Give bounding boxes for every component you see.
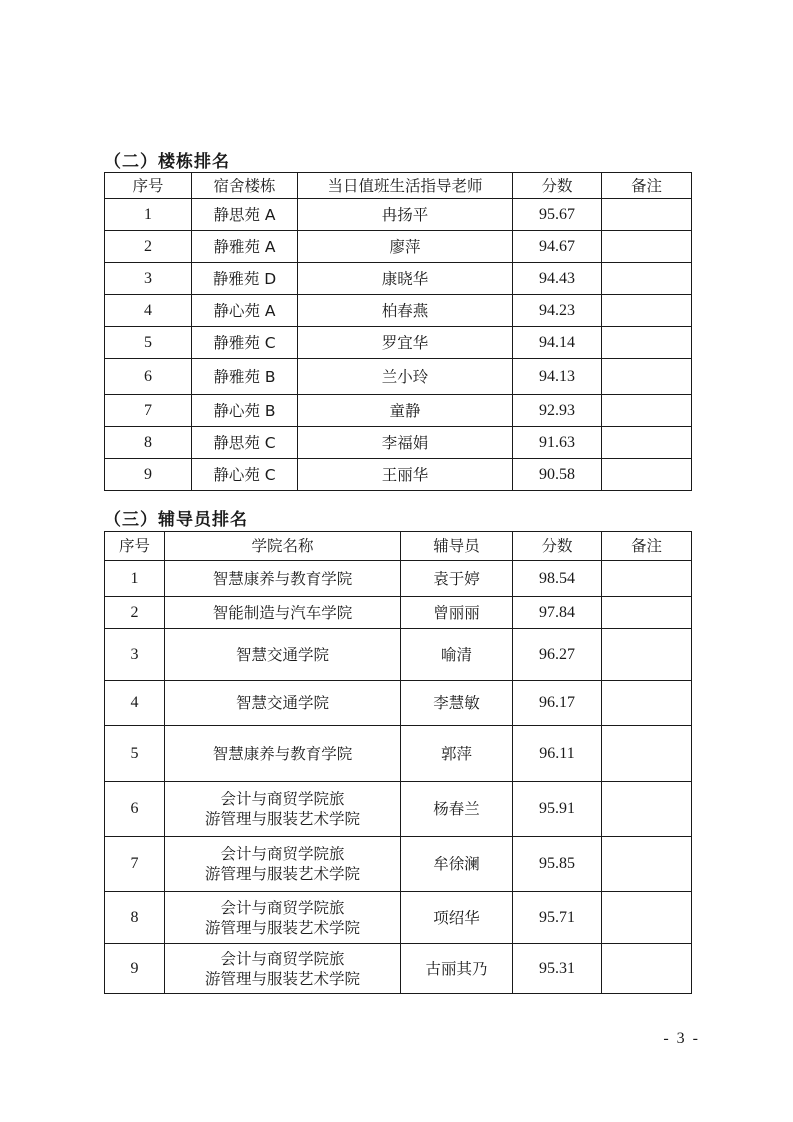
row-college [165, 726, 401, 782]
row-index: 1 [105, 199, 192, 231]
row-index: 2 [105, 597, 165, 629]
row-counselor: 杨春兰 [401, 782, 513, 837]
row-score: 97.84 [513, 597, 602, 629]
row-index: 3 [105, 263, 192, 295]
row-teacher: 廖萍 [298, 231, 513, 263]
row-score: 96.17 [513, 681, 602, 726]
row-index: 5 [105, 327, 192, 359]
table-row [105, 295, 692, 327]
counselor-ranking-table [104, 531, 692, 994]
row-teacher: 柏春燕 [298, 295, 513, 327]
row-college [165, 561, 401, 597]
table-row [105, 629, 692, 681]
row-note [602, 944, 692, 994]
row-note [602, 459, 692, 491]
header-score: 分数 [513, 173, 602, 199]
row-counselor: 牟徐澜 [401, 837, 513, 892]
table-row [105, 561, 692, 597]
college-line-1: 智慧康养与教育学院 [212, 569, 353, 588]
table-row [105, 231, 692, 263]
row-score: 94.23 [513, 295, 602, 327]
college-line-2: 游管理与服装艺术学院 [204, 969, 360, 988]
row-score: 96.11 [513, 726, 602, 782]
section-title-building-ranking: （二）楼栋排名 [104, 152, 230, 172]
row-index: 8 [105, 427, 192, 459]
row-score: 98.54 [513, 561, 602, 597]
table-row [105, 359, 692, 395]
row-note [602, 263, 692, 295]
row-score: 95.31 [513, 944, 602, 994]
row-counselor: 古丽其乃 [401, 944, 513, 994]
college-line-1: 会计与商贸学院旅 [220, 898, 345, 917]
row-score: 96.27 [513, 629, 602, 681]
row-college [165, 681, 401, 726]
row-score: 90.58 [513, 459, 602, 491]
row-note [602, 629, 692, 681]
row-counselor: 曾丽丽 [401, 597, 513, 629]
row-score: 95.85 [513, 837, 602, 892]
section-title-counselor-ranking: （三）辅导员排名 [104, 510, 248, 530]
row-index: 7 [105, 837, 165, 892]
row-building: 静思苑 C [192, 427, 298, 459]
row-index: 1 [105, 561, 165, 597]
college-line-2: 游管理与服装艺术学院 [204, 865, 360, 883]
header-index: 序号 [105, 532, 165, 561]
header-score: 分数 [513, 532, 602, 561]
row-score: 95.67 [513, 199, 602, 231]
row-note [602, 837, 692, 892]
row-score: 95.71 [513, 892, 602, 944]
row-building: 静心苑 A [192, 295, 298, 327]
row-counselor: 郭萍 [401, 726, 513, 782]
row-note [602, 597, 692, 629]
row-college [165, 629, 401, 681]
row-score: 94.14 [513, 327, 602, 359]
row-teacher: 王丽华 [298, 459, 513, 491]
college-line-1: 会计与商贸学院旅 [220, 949, 345, 968]
row-note [602, 199, 692, 231]
row-score: 95.91 [513, 782, 602, 837]
row-index: 9 [105, 459, 192, 491]
row-note [602, 395, 692, 427]
row-score: 91.63 [513, 427, 602, 459]
college-line-2: 游管理与服装艺术学院 [204, 810, 360, 828]
row-note [602, 782, 692, 837]
table-row [105, 395, 692, 427]
row-teacher: 冉扬平 [298, 199, 513, 231]
header-note: 备注 [602, 173, 692, 199]
row-teacher: 李福娟 [298, 427, 513, 459]
row-teacher: 童静 [298, 395, 513, 427]
row-building: 静雅苑 C [192, 327, 298, 359]
row-building: 静思苑 A [192, 199, 298, 231]
college-line-2: 游管理与服装艺术学院 [204, 918, 360, 937]
row-index: 4 [105, 681, 165, 726]
row-index: 6 [105, 782, 165, 837]
row-index: 6 [105, 359, 192, 395]
row-college [165, 597, 401, 629]
row-note [602, 892, 692, 944]
row-index: 9 [105, 944, 165, 994]
row-building: 静雅苑 A [192, 231, 298, 263]
table-row [105, 782, 692, 837]
college-line-1: 智能制造与汽车学院 [212, 603, 353, 622]
row-index: 3 [105, 629, 165, 681]
table-header-row [105, 532, 692, 561]
row-building: 静雅苑 B [192, 359, 298, 395]
table-row [105, 726, 692, 782]
row-score: 92.93 [513, 395, 602, 427]
page-number: - 3 - [663, 1030, 700, 1047]
table-row [105, 427, 692, 459]
table-row [105, 263, 692, 295]
row-building: 静心苑 B [192, 395, 298, 427]
college-line-1: 智慧交通学院 [235, 694, 329, 712]
college-line-1: 会计与商贸学院旅 [220, 790, 345, 808]
header-index: 序号 [105, 173, 192, 199]
row-index: 5 [105, 726, 165, 782]
row-college [165, 837, 401, 892]
table-row [105, 199, 692, 231]
row-score: 94.13 [513, 359, 602, 395]
row-note [602, 327, 692, 359]
header-note: 备注 [602, 532, 692, 561]
table-header-row [105, 173, 692, 199]
table-row [105, 327, 692, 359]
header-building: 宿舍楼栋 [192, 173, 298, 199]
row-note [602, 726, 692, 782]
row-college [165, 944, 401, 994]
row-note [602, 295, 692, 327]
row-score: 94.67 [513, 231, 602, 263]
row-counselor: 喻清 [401, 629, 513, 681]
row-note [602, 427, 692, 459]
row-note [602, 681, 692, 726]
row-teacher: 兰小玲 [298, 359, 513, 395]
row-teacher: 康晓华 [298, 263, 513, 295]
building-ranking-table [104, 172, 692, 491]
college-line-1: 智慧康养与教育学院 [212, 744, 353, 763]
row-index: 4 [105, 295, 192, 327]
table-row [105, 459, 692, 491]
table-row [105, 597, 692, 629]
table-row [105, 681, 692, 726]
row-note [602, 231, 692, 263]
row-building: 静雅苑 D [192, 263, 298, 295]
row-index: 2 [105, 231, 192, 263]
row-counselor: 李慧敏 [401, 681, 513, 726]
header-teacher: 当日值班生活指导老师 [298, 173, 513, 199]
header-college: 学院名称 [165, 532, 401, 561]
college-line-1: 会计与商贸学院旅 [220, 845, 345, 863]
header-counselor: 辅导员 [401, 532, 513, 561]
row-teacher: 罗宜华 [298, 327, 513, 359]
table-row [105, 944, 692, 994]
row-college [165, 782, 401, 837]
row-index: 8 [105, 892, 165, 944]
table-row [105, 892, 692, 944]
row-counselor: 项绍华 [401, 892, 513, 944]
row-score: 94.43 [513, 263, 602, 295]
row-building: 静心苑 C [192, 459, 298, 491]
row-note [602, 359, 692, 395]
row-index: 7 [105, 395, 192, 427]
college-line-1: 智慧交通学院 [235, 645, 329, 664]
row-note [602, 561, 692, 597]
row-counselor: 袁于婷 [401, 561, 513, 597]
table-row [105, 837, 692, 892]
row-college [165, 892, 401, 944]
